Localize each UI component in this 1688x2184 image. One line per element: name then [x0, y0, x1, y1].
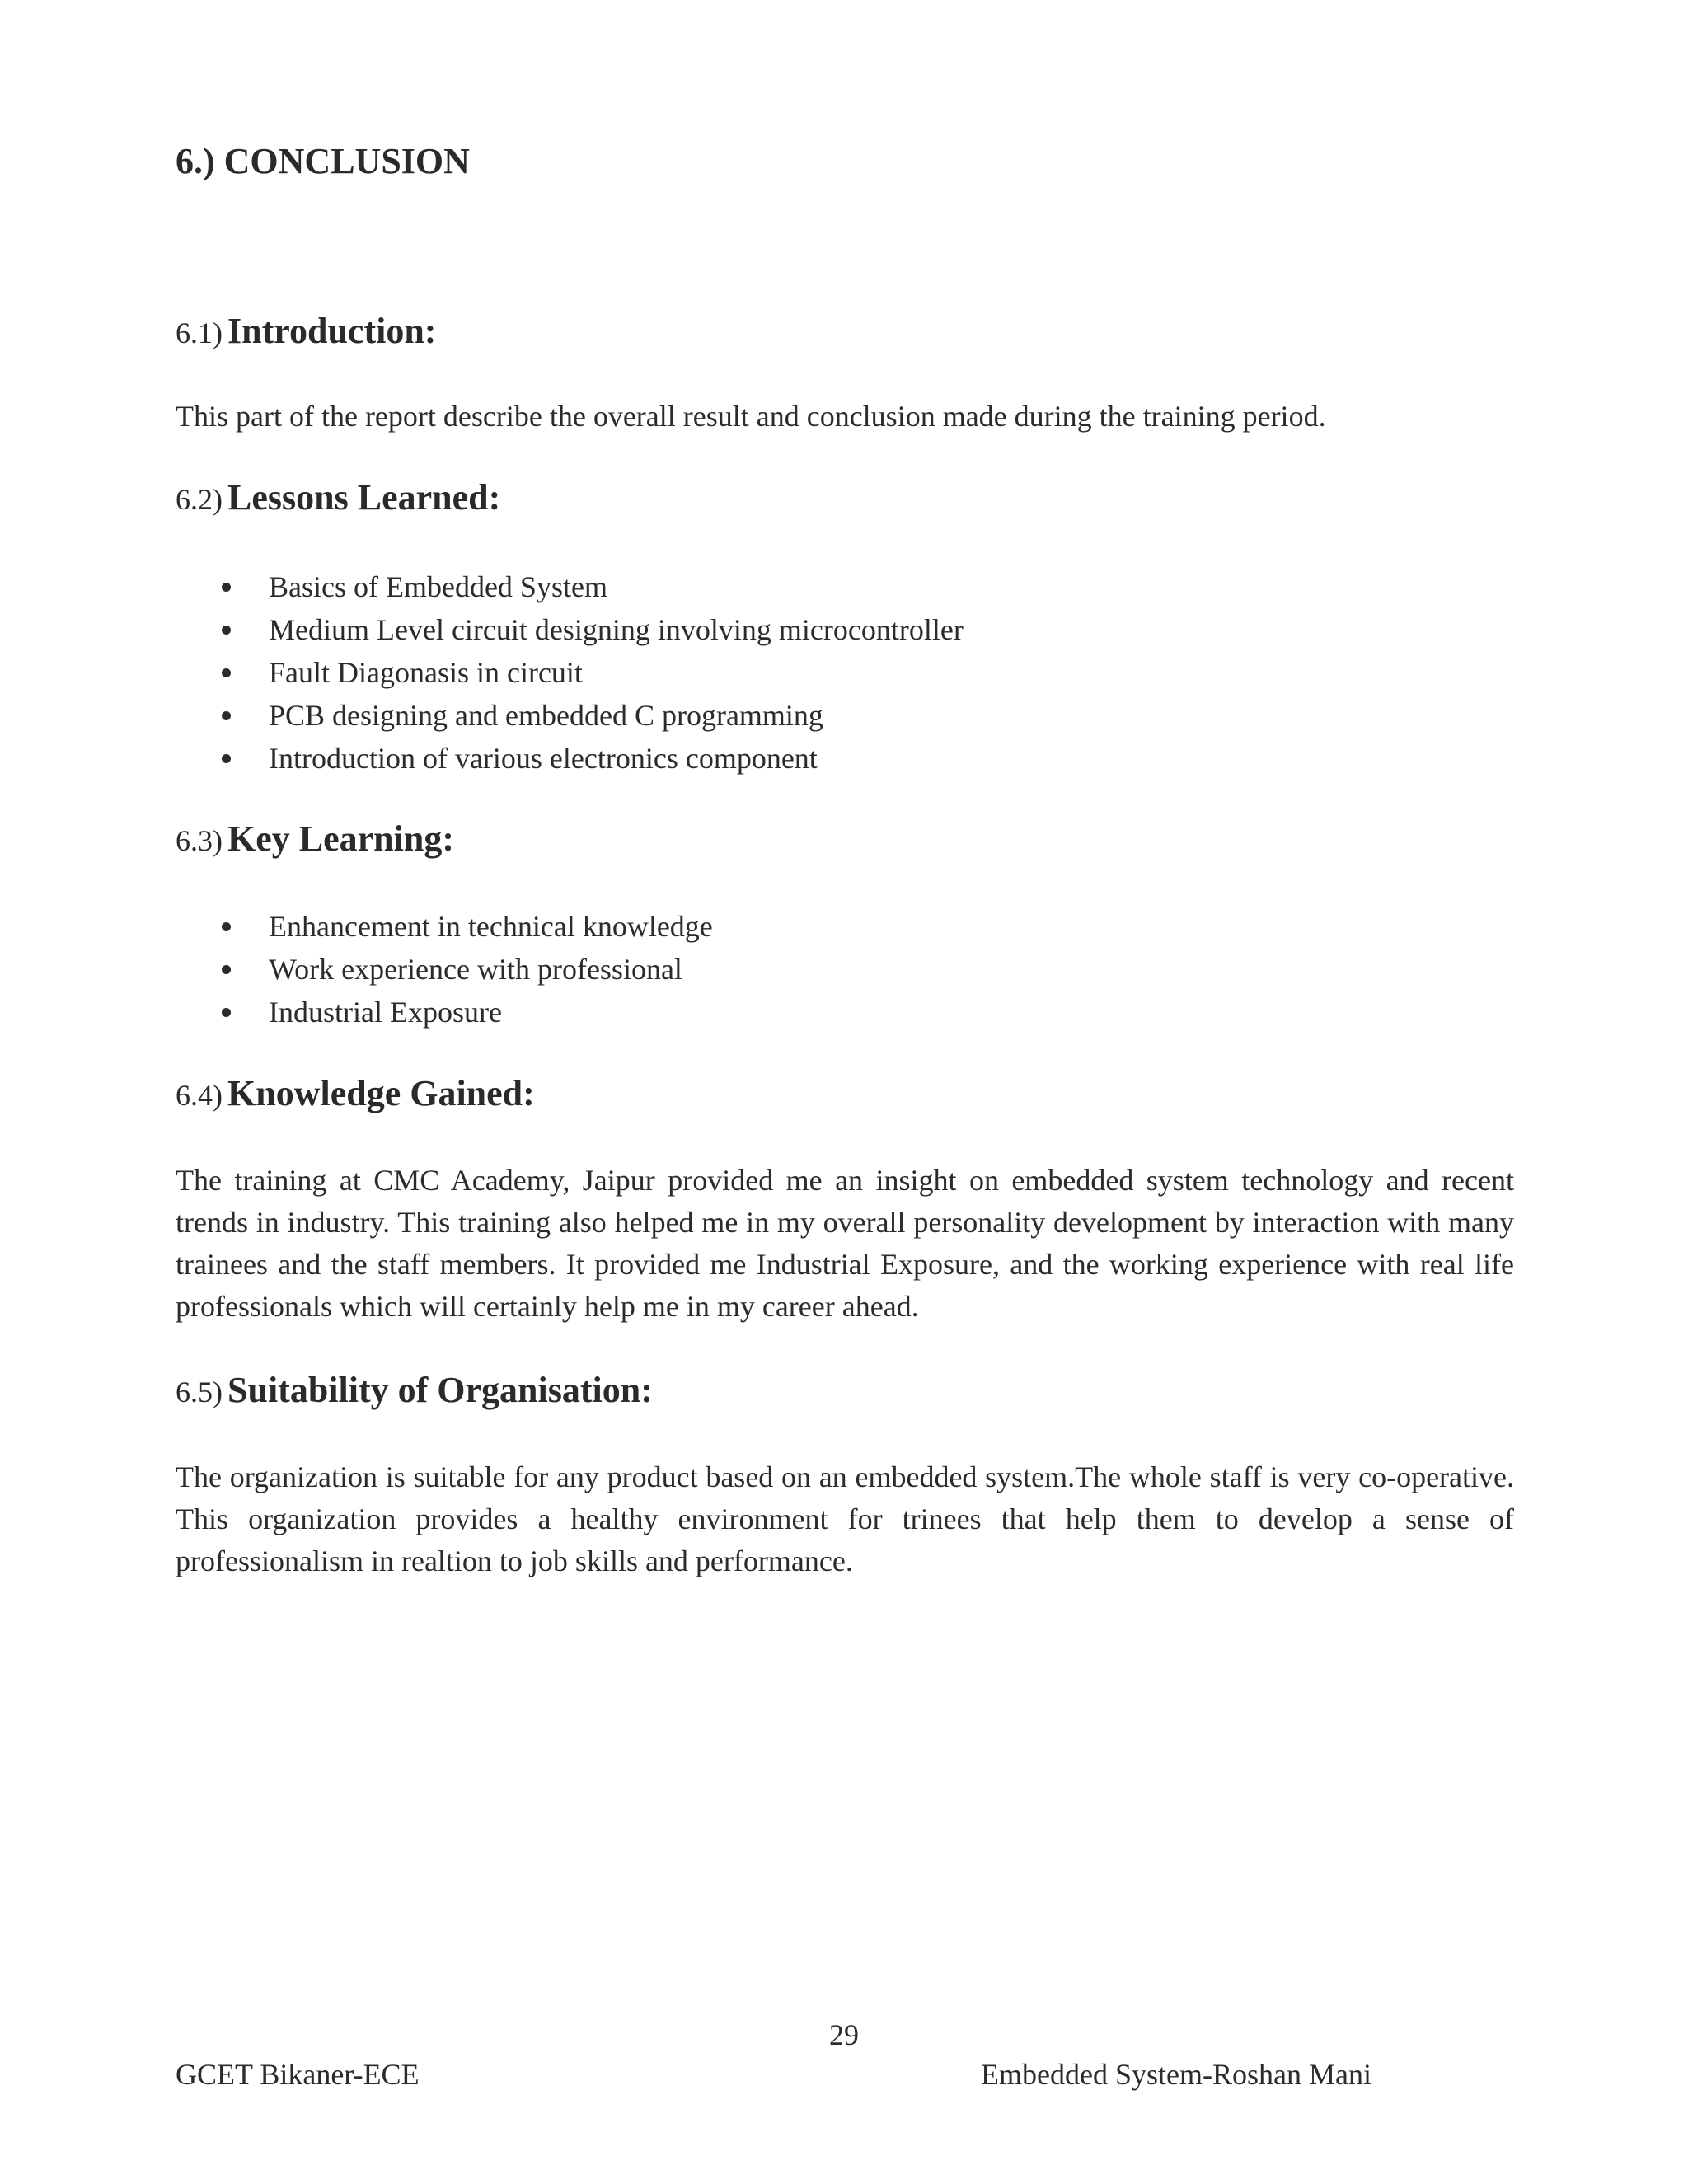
section-heading-introduction [176, 310, 436, 352]
chapter-heading: 6.) CONCLUSION [176, 141, 470, 181]
lessons-learned-list [176, 565, 964, 780]
footer-right-text: Embedded System-Roshan Mani [981, 2058, 1372, 2091]
list-item [176, 991, 713, 1033]
list-item-text: Basics of Embedded System [269, 570, 607, 603]
bullet-icon [222, 583, 231, 592]
bullet-icon [222, 965, 231, 974]
introduction-paragraph: This part of the report describe the overall result and conclusion made during the training period. [176, 400, 1326, 433]
section-number: 6.2) [176, 483, 223, 516]
list-item [176, 948, 713, 991]
page-number: 29 [829, 2018, 859, 2051]
section-number: 6.3) [176, 824, 223, 857]
bullet-icon [222, 1008, 231, 1017]
section-title: Key Learning: [227, 818, 454, 859]
section-heading-knowledge-gained [176, 1072, 535, 1114]
list-item [176, 608, 964, 651]
section-title: Lessons Learned: [227, 477, 501, 518]
section-heading-key-learning [176, 818, 454, 860]
knowledge-gained-paragraph: The training at CMC Academy, Jaipur provided me an insight on embedded system technology and recent trends in industry. This training also helped me in my overall personality development by interaction with many trainees and the staff members. It provided me Industrial Exposure, and the working experience with real life professionals which will certainly help me in my career ahead. [176, 1164, 1514, 1323]
list-item-text: Medium Level circuit designing involving microcontroller [269, 613, 964, 646]
key-learning-list [176, 905, 713, 1033]
section-title: Introduction: [227, 311, 437, 351]
section-number: 6.5) [176, 1376, 223, 1408]
section-number: 6.1) [176, 316, 223, 349]
bullet-icon [222, 922, 231, 931]
section-title: Suitability of Organisation: [227, 1370, 653, 1410]
bullet-icon [222, 711, 231, 720]
suitability-paragraph: The organization is suitable for any product based on an embedded system.The whole staff is very co-operative. This organization provides a healthy environment for trinees that help them to develop a sense of professionalism in realtion to job skills and performance. [176, 1460, 1514, 1577]
section-heading-lessons-learned [176, 476, 500, 518]
list-item [176, 737, 964, 780]
list-item [176, 905, 713, 948]
section-title: Knowledge Gained: [227, 1073, 535, 1113]
list-item [176, 651, 964, 694]
list-item-text: Introduction of various electronics component [269, 742, 818, 775]
section-heading-suitability-of-organisation [176, 1369, 653, 1411]
list-item-text: PCB designing and embedded C programming [269, 699, 823, 732]
list-item-text: Fault Diagonasis in circuit [269, 656, 583, 689]
list-item [176, 565, 964, 608]
footer-left-text: GCET Bikaner-ECE [176, 2058, 420, 2091]
bullet-icon [222, 668, 231, 677]
section-number: 6.4) [176, 1079, 223, 1112]
list-item-text: Enhancement in technical knowledge [269, 910, 713, 943]
bullet-icon [222, 754, 231, 763]
list-item-text: Work experience with professional [269, 953, 682, 986]
bullet-icon [222, 626, 231, 635]
list-item [176, 694, 964, 737]
list-item-text: Industrial Exposure [269, 996, 502, 1029]
